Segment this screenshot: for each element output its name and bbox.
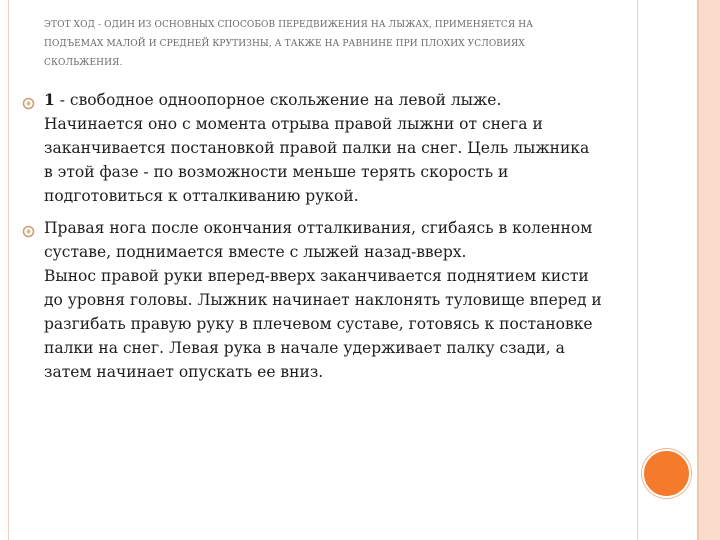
bullet-text-1 <box>44 88 602 208</box>
orange-circle-decoration <box>642 449 691 498</box>
bullet-body-2: Правая нога после окончания отталкивания, сгибаясь в коленном суставе, поднимается вместе с лыжей назад-вверх. Вынос правой руки вперед-вверх заканчивается поднятием кисти до уровня головы. Лыжник начинает наклонять туловище вперед и разгибать правую руку в плечевом суставе, готовясь к постановке палки на снег. Левая рука в начале удерживает палку сзади, а затем начинает опускать ее вниз. <box>44 219 602 381</box>
bullet-item-2 <box>22 216 602 384</box>
circle-bullet-icon <box>22 225 35 238</box>
bullet-text-2 <box>44 216 602 384</box>
bullet-list <box>22 88 602 392</box>
right-decorative-band <box>699 0 720 540</box>
bullet-lead-1: 1 <box>44 90 55 109</box>
slide-title: ЭТОТ ХОД - ОДИН ИЗ ОСНОВНЫХ СПОСОБОВ ПЕРЕДВИЖЕНИЯ НА ЛЫЖАХ, ПРИМЕНЯЕТСЯ НА ПОДЪЕМАХ МАЛОЙ И СРЕДНЕЙ КРУТИЗНЫ, А ТАКЖЕ НА РАВНИНЕ ПРИ ПЛОХИХ УСЛОВИЯХ СКОЛЬЖЕНИЯ. <box>44 20 534 68</box>
circle-bullet-icon <box>22 97 35 110</box>
bullet-body-1: - свободное одноопорное скольжение на левой лыже. Начинается оно с момента отрыва правой лыжни от снега и заканчивается постановкой правой палки на снег. Цель лыжника в этой фазе - по возможности меньше терять скорость и подготовиться к отталкиванию рукой. <box>44 91 590 205</box>
bullet-item-1 <box>22 88 602 208</box>
